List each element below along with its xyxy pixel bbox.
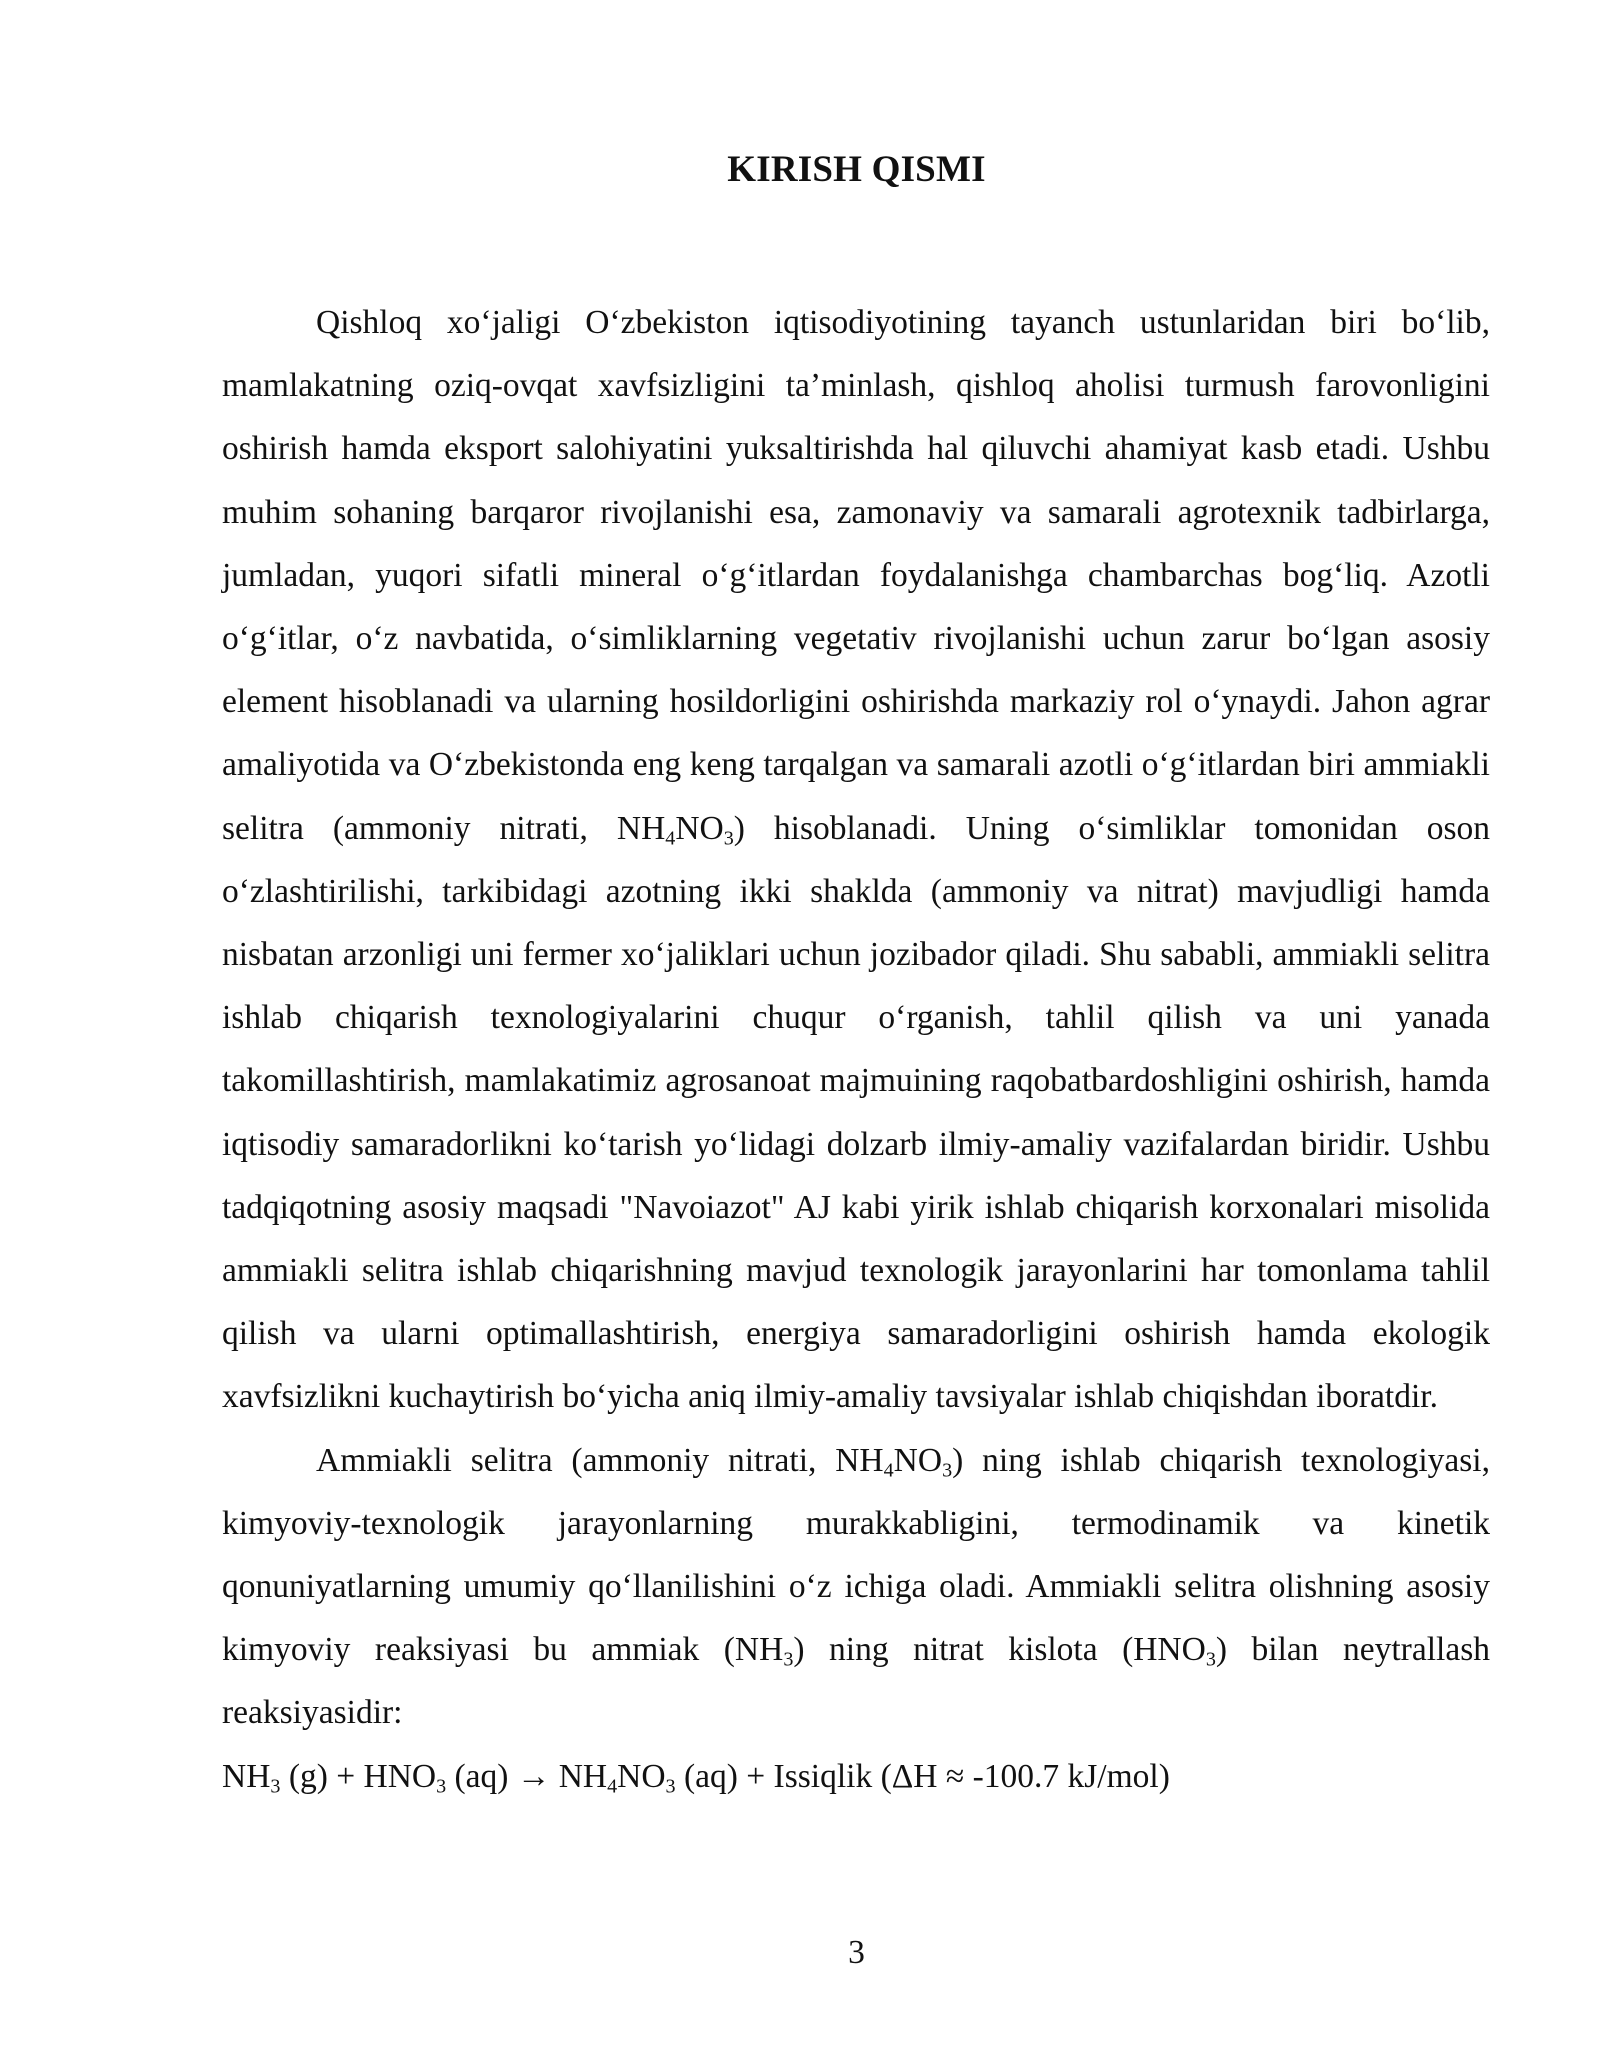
subscript: 4: [607, 1775, 618, 1798]
subscript: 3: [665, 1775, 676, 1798]
subscript: 3: [436, 1775, 447, 1798]
paragraph-technology-text-2: NO: [893, 1441, 943, 1479]
subscript: 3: [942, 1459, 953, 1482]
paragraph-technology-text-1: Ammiakli selitra (ammoniy nitrati, NH: [316, 1441, 884, 1479]
page-title: KIRISH QISMI: [727, 149, 986, 190]
subscript: 3: [1205, 1648, 1216, 1671]
paragraph-technology-text-4: ) ning nitrat kislota (HNO: [793, 1631, 1206, 1669]
paragraph-intro-text-1: Qishloq xo‘jaligi O‘zbekiston iqtisodiyotining tayanch ustunlaridan biri bo‘lib, mamlakatning oziq-ovqat xavfsizligini ta’minlash, qishloq aholisi turmush farovonligini oshirish hamda eksport salohiyatini yuksaltirishda hal qiluvchi ahamiyat kasb etadi. Ushbu muhim sohaning barqaror rivojlanishi esa, zamonaviy va samarali agrotexnik tadbirlarga, jumladan, yuqori sifatli mineral o‘g‘itlardan foydalanishga chambarchas bog‘liq. Azotli o‘g‘itlar, o‘z navbatida, o‘simliklarning vegetativ rivojlanishi uchun zarur bo‘lgan asosiy element hisoblanadi va ularning hosildorligini oshirishda markaziy rol o‘ynaydi. Jahon agrar amaliyotida va O‘zbekistonda eng keng tarqalgan va samarali azotli o‘g‘itlardan biri ammiakli selitra (ammoniy nitrati, NH: [222, 304, 1490, 847]
subscript: 4: [883, 1459, 894, 1482]
equation-text-1: NH: [222, 1757, 271, 1795]
subscript: 3: [723, 827, 734, 850]
paragraph-intro-text-2: NO: [675, 809, 724, 847]
equation-text-4: NO: [617, 1757, 666, 1795]
paragraph-technology: [222, 1429, 1490, 1745]
reaction-equation: [222, 1745, 1490, 1808]
subscript: 4: [665, 827, 676, 850]
paragraph-technology-text-3: ) ning ishlab chiqarish texnologiyasi, kimyoviy-texnologik jarayonlarning murakkabligini, termodinamik va kinetik qonuniyatlarning umumiy qo‘llanilishini o‘z ichiga oladi. Ammiakli selitra olishning asosiy kimyoviy reaksiyasi bu ammiak (NH: [222, 1441, 1490, 1669]
paragraph-technology-text-5: ) bilan neytrallash reaksiyasidir:: [222, 1631, 1490, 1732]
subscript: 3: [783, 1648, 794, 1671]
equation-text-2: (g) + HNO: [280, 1757, 437, 1795]
body-text: [222, 291, 1490, 1808]
equation-text-5: (aq) + Issiqlik (ΔH ≈ -100.7 kJ/mol): [675, 1757, 1170, 1795]
equation-text-3: (aq) → NH: [446, 1757, 608, 1795]
paragraph-intro: [222, 291, 1490, 1429]
paragraph-intro-text-3: ) hisoblanadi. Uning o‘simliklar tomonidan oson o‘zlashtirilishi, tarkibidagi azotning ikki shaklda (ammoniy va nitrat) mavjudligi hamda nisbatan arzonligi uni fermer xo‘jaliklari uchun jozibador qiladi. Shu sababli, ammiakli selitra ishlab chiqarish texnologiyalarini chuqur o‘rganish, tahlil qilish va uni yanada takomillashtirish, mamlakatimiz agrosanoat majmuining raqobatbardoshligini oshirish, hamda iqtisodiy samaradorlikni ko‘tarish yo‘lidagi dolzarb ilmiy-amaliy vazifalardan biridir. Ushbu tadqiqotning asosiy maqsadi "Navoiazot" AJ kabi yirik ishlab chiqarish korxonalari misolida ammiakli selitra ishlab chiqarishning mavjud texnologik jarayonlarini har tomonlama tahlil qilish va ularni optimallashtirish, energiya samaradorligini oshirish hamda ekologik xavfsizlikni kuchaytirish bo‘yicha aniq ilmiy-amaliy tavsiyalar ishlab chiqishdan iboratdir.: [222, 809, 1490, 1416]
page-number: 3: [848, 1934, 865, 1971]
subscript: 3: [270, 1775, 281, 1798]
